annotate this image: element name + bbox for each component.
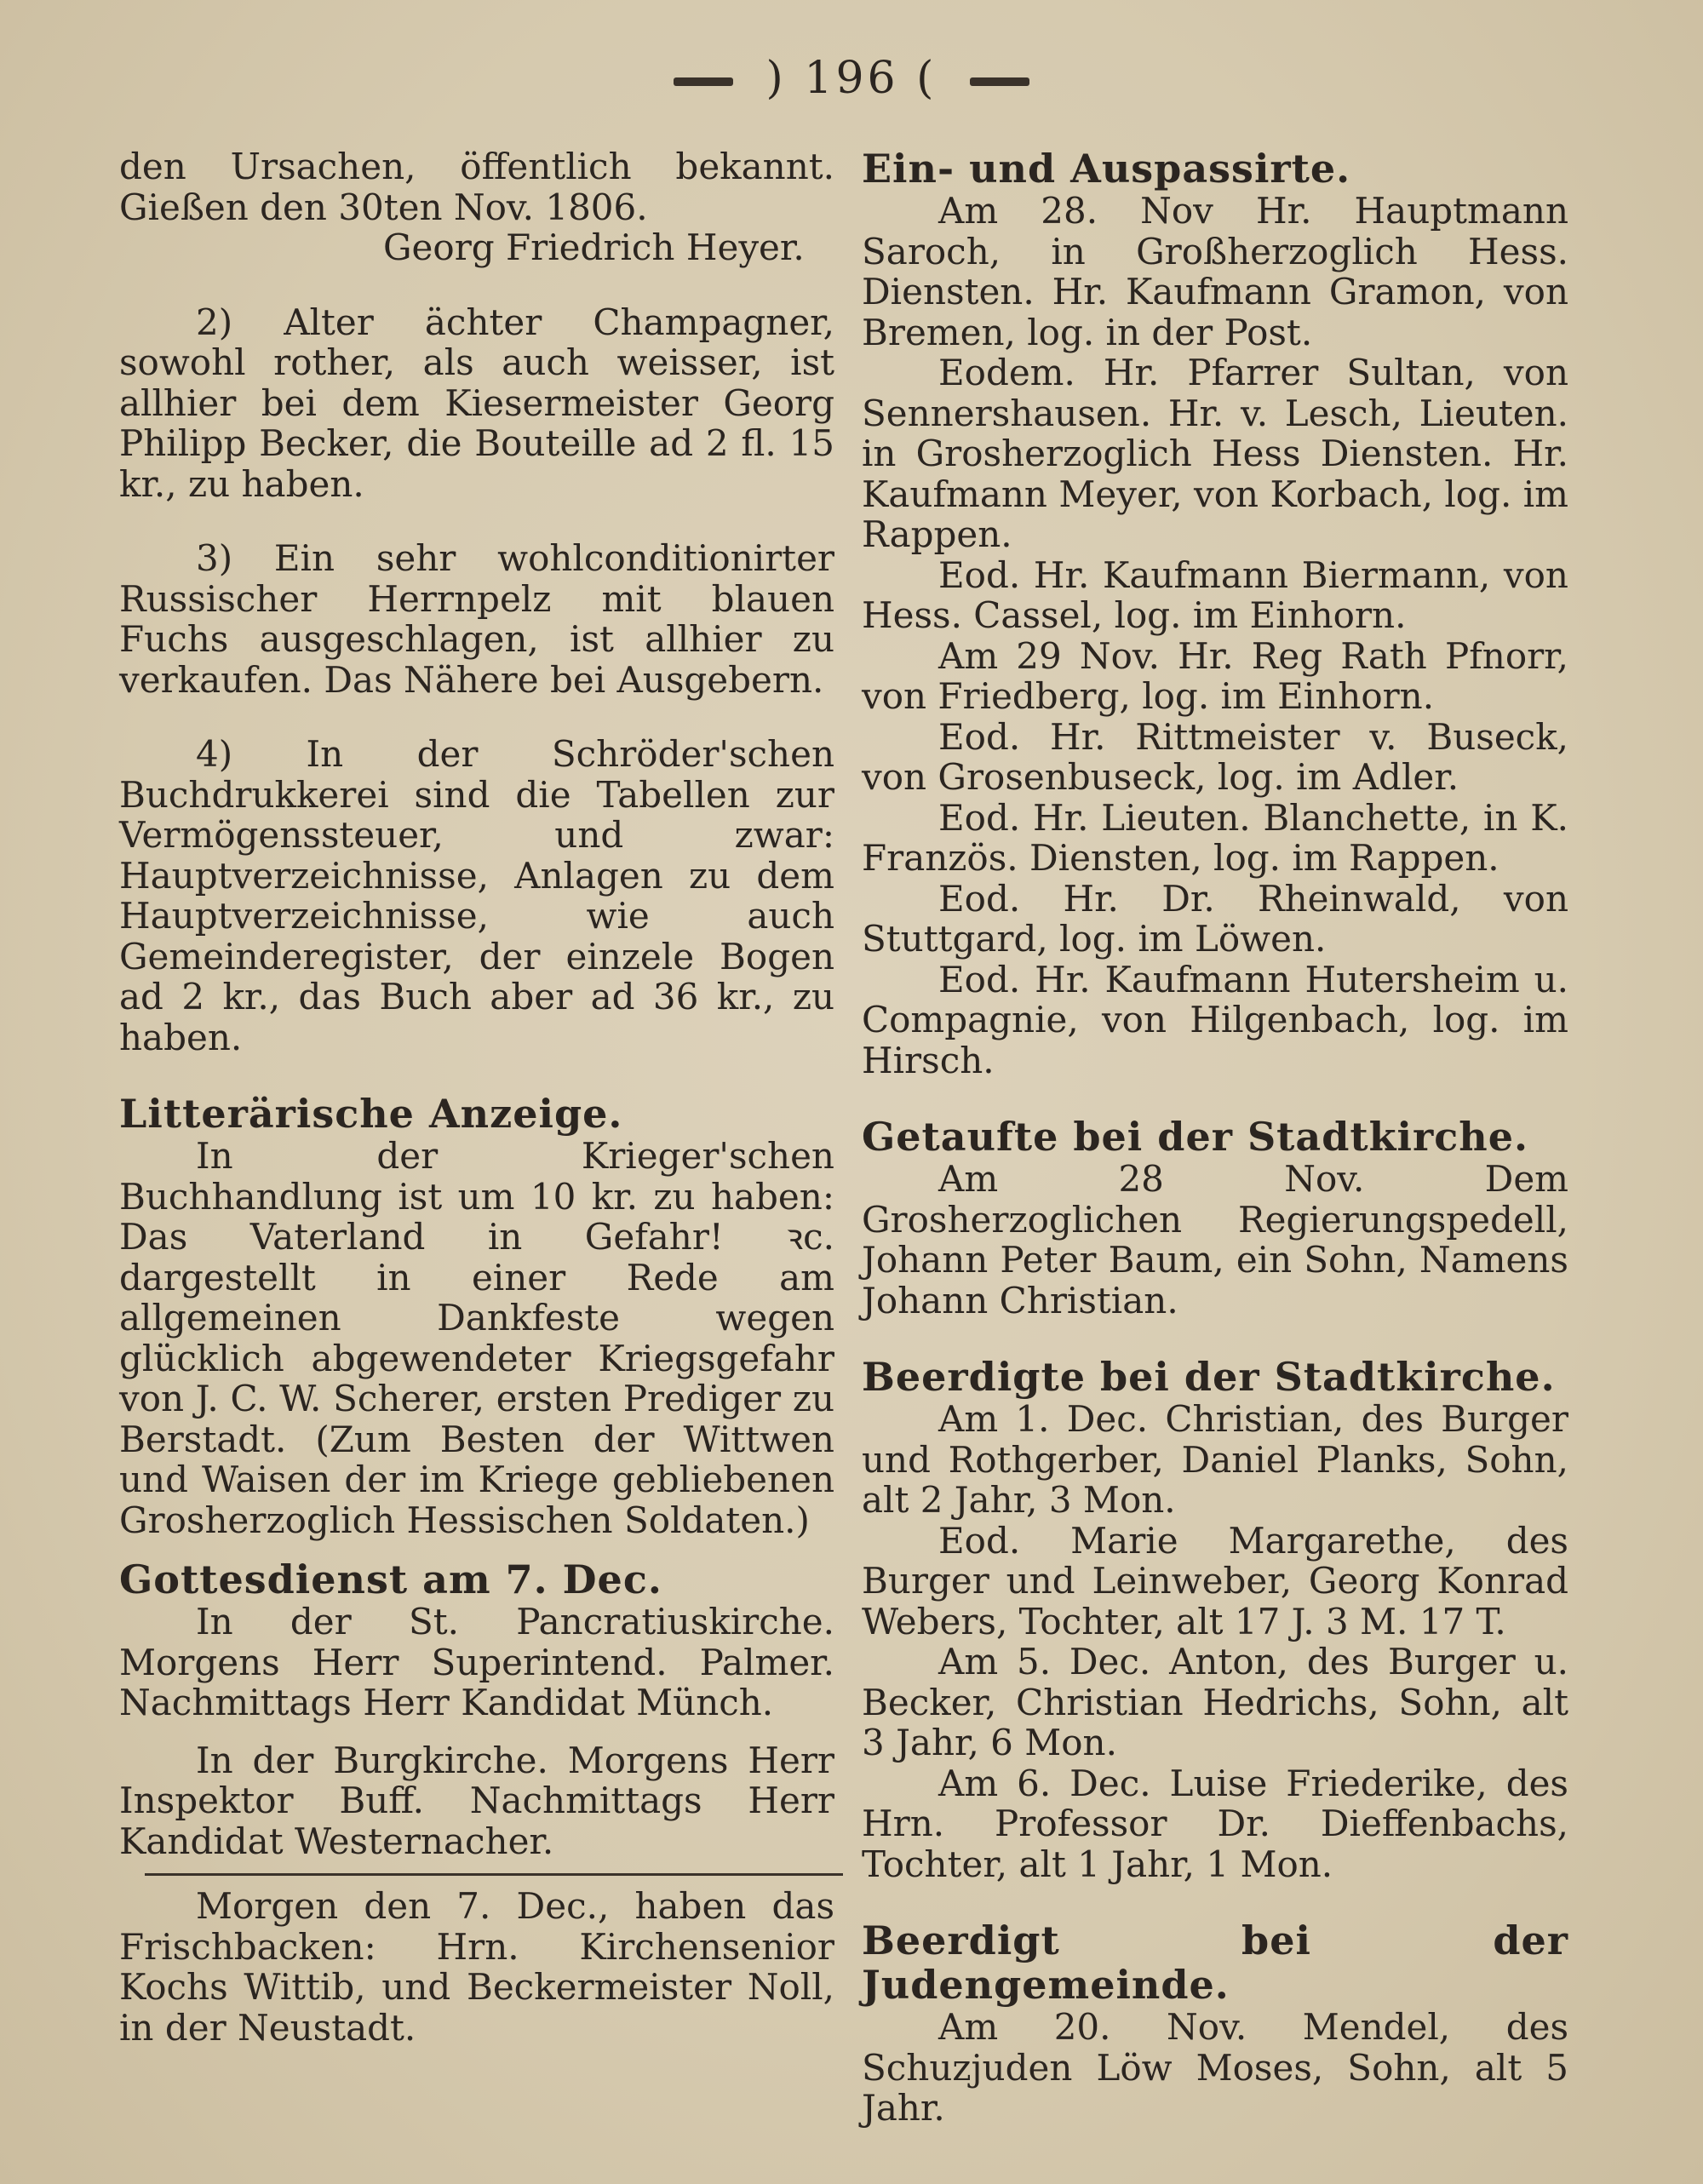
notice-tax-tables: 4) In der Schröder'schen Buchdrukkerei sind die Tabellen zur Vermögenssteuer, und zwar: Hauptverzeichnisse, Anlagen zu dem Hauptverzeichnisse, wie auch Gemeinderegister, der einzele Bogen ad 2 kr., das Buch aber ad 36 kr., zu haben.: [119, 733, 834, 1058]
left-column: [119, 146, 834, 2048]
heading-baptisms: Getaufte bei der Stadtkirche.: [862, 1114, 1528, 1160]
header-ornament-left: [674, 77, 733, 86]
literary-notice: In der Krieger'schen Buchhandlung ist um 10 kr. zu haben: Das Vaterland in Gefahr! ꝛc. dargestellt in einer Rede am allgemeinen Dankfeste wegen glücklich abgewendeter Kriegsgefahr von J. C. W. Scherer, ersten Prediger zu Berstadt. (Zum Besten der Wittwen und Waisen der im Kriege gebliebenen Grosherzoglich Hessischen Soldaten.): [119, 1135, 834, 1541]
notice-continuation: den Ursachen, öffentlich bekannt. Gießen den 30ten Nov. 1806.: [119, 146, 834, 228]
heading-services: Gottesdienst am 7. Dec.: [119, 1556, 662, 1602]
heading-burials: Beerdigte bei der Stadtkirche.: [862, 1354, 1556, 1400]
notice-signature: Georg Friedrich Heyer.: [383, 226, 805, 268]
arrival-entry: Eodem. Hr. Pfarrer Sultan, von Sennershausen. Hr. v. Lesch, Lieuten. in Grosherzoglich Hess Diensten. Hr. Kaufmann Meyer, von Korbach, log. im Rappen.: [862, 352, 1568, 555]
heading-jewish-burials: Beerdigt bei der Judengemeinde.: [862, 1917, 1568, 2008]
burial-entry: Eod. Marie Margarethe, des Burger und Leinweber, Georg Konrad Webers, Tochter, alt 17 J. 3 M. 17 T.: [862, 1519, 1568, 1642]
burial-entry: Am 6. Dec. Luise Friederike, des Hrn. Professor Dr. Dieffenbachs, Tochter, alt 1 Jahr, 1 Mon.: [862, 1762, 1568, 1885]
notice-fur-coat: 3) Ein sehr wohlconditionirter Russischer Herrnpelz mit blauen Fuchs ausgeschlagen, ist allhier zu verkaufen. Das Nähere bei Ausgebern.: [119, 537, 834, 701]
page-number: ) 196 (: [765, 53, 938, 104]
heading-literary: Litterärische Anzeige.: [119, 1091, 623, 1137]
service-burgkirche: In der Burgkirche. Morgens Herr Inspektor Buff. Nachmittags Herr Kandidat Westernacher.: [119, 1739, 834, 1862]
baptism-entry: Am 28 Nov. Dem Grosherzoglichen Regierungspedell, Johann Peter Baum, ein Sohn, Namens Johann Christian.: [862, 1158, 1568, 1321]
right-column: [862, 146, 1568, 2129]
arrival-entry: Am 29 Nov. Hr. Reg Rath Pfnorr, von Friedberg, log. im Einhorn.: [862, 634, 1568, 717]
burial-entry: Am 5. Dec. Anton, des Burger u. Becker, Christian Hedrichs, Sohn, alt 3 Jahr, 6 Mon.: [862, 1641, 1568, 1763]
burial-entry: Am 1. Dec. Christian, des Burger und Rothgerber, Daniel Planks, Sohn, alt 2 Jahr, 3 Mon.: [862, 1398, 1568, 1521]
notice-baking: Morgen den 7. Dec., haben das Frischbacken: Hrn. Kirchensenior Kochs Wittib, und Beckermeister Noll, in der Neustadt.: [119, 1885, 834, 2049]
arrival-entry: Eod. Hr. Kaufmann Biermann, von Hess. Cassel, log. im Einhorn.: [862, 553, 1568, 636]
section-divider: [145, 1873, 843, 1876]
arrival-entry: Eod. Hr. Kaufmann Hutersheim u. Compagnie, von Hilgenbach, log. im Hirsch.: [862, 958, 1568, 1081]
header-ornament-right: [970, 77, 1029, 86]
arrival-entry: Eod. Hr. Lieuten. Blanchette, in K. Französ. Diensten, log. im Rappen.: [862, 796, 1568, 879]
heading-arrivals: Ein- und Auspassirte.: [862, 146, 1351, 192]
page-header: [0, 53, 1703, 104]
jewish-burial-entry: Am 20. Nov. Mendel, des Schuzjuden Löw Moses, Sohn, alt 5 Jahr.: [862, 2006, 1568, 2129]
arrival-entry: Eod. Hr. Rittmeister v. Buseck, von Grosenbuseck, log. im Adler.: [862, 715, 1568, 798]
notice-champagne: 2) Alter ächter Champagner, sowohl rother, als auch weisser, ist allhier bei dem Kiesermeister Georg Philipp Becker, die Bouteille ad 2 fl. 15 kr., zu haben.: [119, 301, 834, 505]
arrival-entry: Eod. Hr. Dr. Rheinwald, von Stuttgard, log. im Löwen.: [862, 877, 1568, 960]
service-pancratius: In der St. Pancratiuskirche. Morgens Herr Superintend. Palmer. Nachmittags Herr Kandidat Münch.: [119, 1601, 834, 1723]
arrival-entry: Am 28. Nov Hr. Hauptmann Saroch, in Großherzoglich Hess. Diensten. Hr. Kaufmann Gramon, von Bremen, log. in der Post.: [862, 190, 1568, 353]
